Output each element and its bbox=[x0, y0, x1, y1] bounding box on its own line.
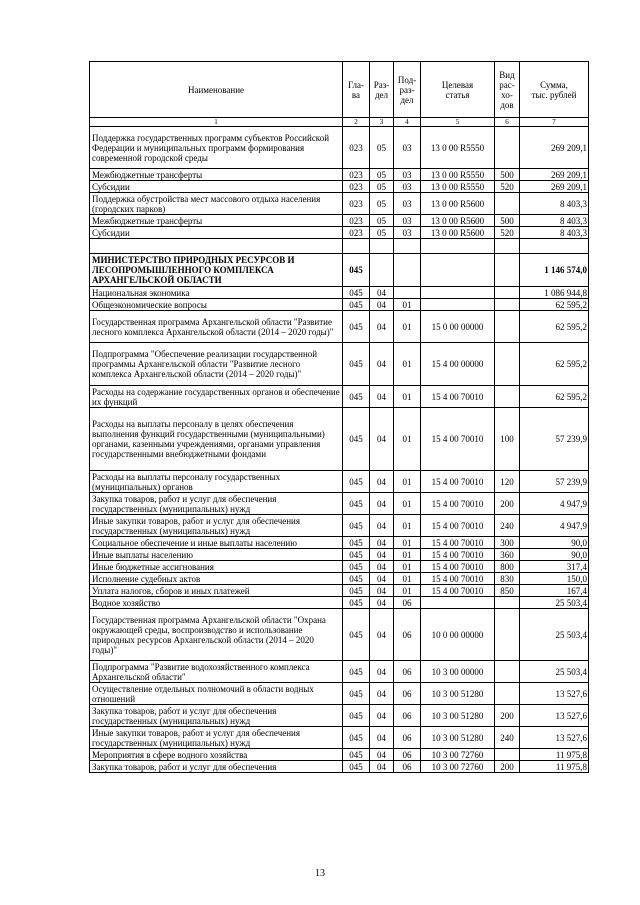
cell-t: 13 0 00 R5550 bbox=[421, 181, 495, 193]
cell-g: 045 bbox=[343, 705, 370, 727]
cell-g bbox=[343, 239, 370, 254]
cell-name: Национальная экономика bbox=[90, 287, 343, 299]
cell-name: Межбюджетные трансферты bbox=[90, 215, 343, 227]
cell-v bbox=[495, 386, 520, 408]
cell-t: 15 4 00 70010 bbox=[421, 515, 495, 537]
header-podrazdel: Под- раз- дел bbox=[394, 62, 421, 118]
cell-v: 200 bbox=[495, 493, 520, 515]
cell-name: МИНИСТЕРСТВО ПРИРОДНЫХ РЕСУРСОВ И ЛЕСОПРОМЫШЛЕННОГО КОМПЛЕКСА АРХАНГЕЛЬСКОЙ ОБЛАСТИ bbox=[90, 254, 343, 287]
cell-p: 01 bbox=[394, 343, 421, 386]
cell-p: 06 bbox=[394, 683, 421, 705]
cell-name: Закупка товаров, работ и услуг для обеспечения государственных (муниципальных) нужд bbox=[90, 493, 343, 515]
cell-r: 04 bbox=[370, 661, 394, 683]
cell-g: 045 bbox=[343, 561, 370, 573]
cell-name: Государственная программа Архангельской области "Развитие лесного комплекса Архангельской области (2014 – 2020 годы)" bbox=[90, 311, 343, 343]
cell-t: 15 4 00 70010 bbox=[421, 549, 495, 561]
col-number: 7 bbox=[520, 118, 589, 127]
cell-t bbox=[421, 299, 495, 311]
cell-r: 05 bbox=[370, 169, 394, 181]
cell-p: 06 bbox=[394, 749, 421, 761]
cell-r: 04 bbox=[370, 727, 394, 749]
table-row bbox=[90, 287, 589, 299]
cell-v bbox=[495, 749, 520, 761]
cell-s: 57 239,9 bbox=[520, 471, 589, 493]
cell-name: Поддержка государственных программ субъектов Российской Федерации и муниципальных программ формирования современной городской среды bbox=[90, 127, 343, 169]
table-row bbox=[90, 573, 589, 585]
cell-v: 520 bbox=[495, 227, 520, 239]
cell-s: 25 503,4 bbox=[520, 609, 589, 661]
cell-name: Иные выплаты населению bbox=[90, 549, 343, 561]
cell-t: 10 0 00 00000 bbox=[421, 609, 495, 661]
table-row bbox=[90, 471, 589, 493]
cell-r: 04 bbox=[370, 537, 394, 549]
cell-r: 04 bbox=[370, 761, 394, 773]
table-row bbox=[90, 705, 589, 727]
col-number: 3 bbox=[370, 118, 394, 127]
cell-r: 04 bbox=[370, 683, 394, 705]
cell-r: 04 bbox=[370, 311, 394, 343]
cell-r: 04 bbox=[370, 343, 394, 386]
cell-g: 045 bbox=[343, 287, 370, 299]
budget-document bbox=[89, 61, 588, 773]
spacer-row bbox=[90, 239, 589, 254]
cell-v: 800 bbox=[495, 561, 520, 573]
table-row bbox=[90, 181, 589, 193]
cell-v bbox=[495, 299, 520, 311]
cell-t bbox=[421, 239, 495, 254]
cell-g: 045 bbox=[343, 408, 370, 471]
cell-r: 04 bbox=[370, 597, 394, 609]
cell-p: 01 bbox=[394, 549, 421, 561]
table-row bbox=[90, 561, 589, 573]
cell-g: 045 bbox=[343, 683, 370, 705]
cell-p: 01 bbox=[394, 471, 421, 493]
col-number: 4 bbox=[394, 118, 421, 127]
cell-v bbox=[495, 683, 520, 705]
cell-g: 045 bbox=[343, 749, 370, 761]
table-row bbox=[90, 597, 589, 609]
cell-s: 90,0 bbox=[520, 537, 589, 549]
cell-s: 8 403,3 bbox=[520, 227, 589, 239]
cell-p bbox=[394, 239, 421, 254]
cell-s: 25 503,4 bbox=[520, 597, 589, 609]
cell-s: 269 209,1 bbox=[520, 169, 589, 181]
cell-v bbox=[495, 239, 520, 254]
cell-s: 1 086 944,8 bbox=[520, 287, 589, 299]
cell-t: 15 4 00 70010 bbox=[421, 585, 495, 597]
table-row bbox=[90, 169, 589, 181]
cell-s: 13 527,6 bbox=[520, 683, 589, 705]
cell-g: 045 bbox=[343, 299, 370, 311]
cell-r bbox=[370, 254, 394, 287]
table-body bbox=[90, 127, 589, 773]
cell-r: 04 bbox=[370, 573, 394, 585]
cell-s: 62 595,2 bbox=[520, 343, 589, 386]
cell-t: 10 3 00 51280 bbox=[421, 683, 495, 705]
cell-t: 10 3 00 51280 bbox=[421, 727, 495, 749]
cell-t: 10 3 00 72760 bbox=[421, 761, 495, 773]
cell-v: 240 bbox=[495, 515, 520, 537]
table-row bbox=[90, 549, 589, 561]
cell-p: 01 bbox=[394, 386, 421, 408]
cell-s: 11 975,8 bbox=[520, 749, 589, 761]
table-row bbox=[90, 127, 589, 169]
cell-p: 01 bbox=[394, 537, 421, 549]
header-razdel: Раз- дел bbox=[370, 62, 394, 118]
cell-t: 15 4 00 70010 bbox=[421, 537, 495, 549]
header-vid: Вид рас- хо- дов bbox=[495, 62, 520, 118]
cell-s: 62 595,2 bbox=[520, 386, 589, 408]
table-row bbox=[90, 537, 589, 549]
table-row bbox=[90, 609, 589, 661]
table-row bbox=[90, 683, 589, 705]
cell-p: 06 bbox=[394, 705, 421, 727]
cell-r: 04 bbox=[370, 471, 394, 493]
cell-v: 360 bbox=[495, 549, 520, 561]
cell-name: Расходы на содержание государственных органов и обеспечение их функций bbox=[90, 386, 343, 408]
cell-s: 150,0 bbox=[520, 573, 589, 585]
budget-table bbox=[89, 61, 589, 773]
cell-t: 10 3 00 00000 bbox=[421, 661, 495, 683]
cell-s: 62 595,2 bbox=[520, 299, 589, 311]
col-number: 2 bbox=[343, 118, 370, 127]
cell-g: 023 bbox=[343, 227, 370, 239]
cell-p bbox=[394, 254, 421, 287]
header-row bbox=[90, 62, 589, 118]
cell-r: 04 bbox=[370, 515, 394, 537]
col-number: 6 bbox=[495, 118, 520, 127]
cell-p: 01 bbox=[394, 573, 421, 585]
cell-name: Расходы на выплаты персоналу в целях обеспечения выполнения функций государственными (муниципальными) органами, казенными учреждениями, органами управления государственными внебюджетными фондами bbox=[90, 408, 343, 471]
cell-name: Водное хозяйство bbox=[90, 597, 343, 609]
table-row bbox=[90, 515, 589, 537]
cell-g: 045 bbox=[343, 597, 370, 609]
cell-name: Осуществление отдельных полномочий в области водных отношений bbox=[90, 683, 343, 705]
cell-s: 13 527,6 bbox=[520, 705, 589, 727]
cell-s: 8 403,3 bbox=[520, 193, 589, 215]
cell-t: 15 0 00 00000 bbox=[421, 311, 495, 343]
cell-r: 04 bbox=[370, 749, 394, 761]
cell-name: Закупка товаров, работ и услуг для обеспечения bbox=[90, 761, 343, 773]
cell-t: 15 4 00 70010 bbox=[421, 408, 495, 471]
cell-s: 317,4 bbox=[520, 561, 589, 573]
cell-g: 045 bbox=[343, 515, 370, 537]
cell-s: 269 209,1 bbox=[520, 127, 589, 169]
header-glava: Гла- ва bbox=[343, 62, 370, 118]
cell-g: 023 bbox=[343, 193, 370, 215]
cell-g: 023 bbox=[343, 181, 370, 193]
cell-g: 023 bbox=[343, 215, 370, 227]
cell-t: 10 3 00 51280 bbox=[421, 705, 495, 727]
table-row bbox=[90, 761, 589, 773]
cell-r: 04 bbox=[370, 299, 394, 311]
table-row bbox=[90, 215, 589, 227]
cell-g: 045 bbox=[343, 254, 370, 287]
cell-g: 045 bbox=[343, 573, 370, 585]
cell-r: 04 bbox=[370, 705, 394, 727]
cell-g: 045 bbox=[343, 386, 370, 408]
cell-v: 200 bbox=[495, 761, 520, 773]
cell-name: Государственная программа Архангельской области "Охрана окружающей среды, воспроизводство и использование природных ресурсов Архангельской области (2014 – 2020 годы)" bbox=[90, 609, 343, 661]
cell-s: 8 403,3 bbox=[520, 215, 589, 227]
cell-name: Поддержка обустройства мест массового отдыха населения (городских парков) bbox=[90, 193, 343, 215]
cell-v: 120 bbox=[495, 471, 520, 493]
cell-p: 01 bbox=[394, 311, 421, 343]
cell-v: 520 bbox=[495, 181, 520, 193]
cell-p: 01 bbox=[394, 299, 421, 311]
cell-v: 300 bbox=[495, 537, 520, 549]
cell-g: 045 bbox=[343, 537, 370, 549]
cell-p: 06 bbox=[394, 727, 421, 749]
cell-t bbox=[421, 287, 495, 299]
cell-t: 15 4 00 00000 bbox=[421, 343, 495, 386]
page-number: 13 bbox=[315, 868, 325, 879]
column-number-row bbox=[90, 118, 589, 127]
cell-p: 01 bbox=[394, 408, 421, 471]
table-row bbox=[90, 386, 589, 408]
cell-v bbox=[495, 254, 520, 287]
table-row bbox=[90, 254, 589, 287]
cell-name: Межбюджетные трансферты bbox=[90, 169, 343, 181]
cell-name: Мероприятия в сфере водного хозяйства bbox=[90, 749, 343, 761]
cell-r: 04 bbox=[370, 408, 394, 471]
cell-g: 045 bbox=[343, 311, 370, 343]
cell-v bbox=[495, 597, 520, 609]
cell-g: 045 bbox=[343, 761, 370, 773]
cell-p bbox=[394, 287, 421, 299]
cell-g: 045 bbox=[343, 549, 370, 561]
cell-name bbox=[90, 239, 343, 254]
table-row bbox=[90, 585, 589, 597]
cell-t: 13 0 00 R5550 bbox=[421, 127, 495, 169]
cell-s: 62 595,2 bbox=[520, 311, 589, 343]
cell-s: 269 209,1 bbox=[520, 181, 589, 193]
cell-g: 045 bbox=[343, 493, 370, 515]
cell-name: Расходы на выплаты персоналу государственных (муниципальных) органов bbox=[90, 471, 343, 493]
cell-r: 04 bbox=[370, 386, 394, 408]
table-row bbox=[90, 193, 589, 215]
cell-r: 05 bbox=[370, 227, 394, 239]
cell-s: 57 239,9 bbox=[520, 408, 589, 471]
cell-r: 05 bbox=[370, 181, 394, 193]
cell-v bbox=[495, 661, 520, 683]
cell-v bbox=[495, 343, 520, 386]
cell-name: Общеэкономические вопросы bbox=[90, 299, 343, 311]
cell-s: 4 947,9 bbox=[520, 515, 589, 537]
cell-t: 15 4 00 70010 bbox=[421, 471, 495, 493]
cell-name: Иные бюджетные ассигнования bbox=[90, 561, 343, 573]
table-row bbox=[90, 408, 589, 471]
cell-p: 06 bbox=[394, 661, 421, 683]
cell-v: 500 bbox=[495, 169, 520, 181]
cell-s: 11 975,8 bbox=[520, 761, 589, 773]
cell-g: 045 bbox=[343, 609, 370, 661]
cell-g: 023 bbox=[343, 127, 370, 169]
cell-p: 06 bbox=[394, 609, 421, 661]
cell-p: 06 bbox=[394, 597, 421, 609]
cell-t: 15 4 00 70010 bbox=[421, 386, 495, 408]
cell-p: 03 bbox=[394, 215, 421, 227]
cell-g: 045 bbox=[343, 661, 370, 683]
cell-s: 4 947,9 bbox=[520, 493, 589, 515]
cell-name: Подпрограмма "Развитие водохозяйственного комплекса Архангельской области" bbox=[90, 661, 343, 683]
cell-r: 05 bbox=[370, 127, 394, 169]
col-number: 5 bbox=[421, 118, 495, 127]
table-row bbox=[90, 311, 589, 343]
table-row bbox=[90, 343, 589, 386]
cell-g: 045 bbox=[343, 585, 370, 597]
cell-s: 90,0 bbox=[520, 549, 589, 561]
cell-t: 15 4 00 70010 bbox=[421, 493, 495, 515]
cell-r: 05 bbox=[370, 193, 394, 215]
cell-r: 04 bbox=[370, 609, 394, 661]
cell-p: 01 bbox=[394, 585, 421, 597]
cell-s: 167,4 bbox=[520, 585, 589, 597]
table-row bbox=[90, 227, 589, 239]
cell-v: 100 bbox=[495, 408, 520, 471]
cell-p: 03 bbox=[394, 169, 421, 181]
table-row bbox=[90, 727, 589, 749]
cell-r bbox=[370, 239, 394, 254]
header-name: Наименование bbox=[90, 62, 343, 118]
table-row bbox=[90, 661, 589, 683]
cell-name: Уплата налогов, сборов и иных платежей bbox=[90, 585, 343, 597]
cell-v bbox=[495, 609, 520, 661]
cell-p: 03 bbox=[394, 227, 421, 239]
cell-g: 023 bbox=[343, 169, 370, 181]
cell-p: 01 bbox=[394, 493, 421, 515]
cell-v bbox=[495, 127, 520, 169]
cell-p: 03 bbox=[394, 127, 421, 169]
cell-name: Исполнение судебных актов bbox=[90, 573, 343, 585]
cell-t: 15 4 00 70010 bbox=[421, 561, 495, 573]
cell-r: 04 bbox=[370, 549, 394, 561]
cell-p: 03 bbox=[394, 181, 421, 193]
cell-t: 13 0 00 R5600 bbox=[421, 193, 495, 215]
cell-r: 05 bbox=[370, 215, 394, 227]
cell-name: Субсидии bbox=[90, 181, 343, 193]
cell-s: 1 146 574,0 bbox=[520, 254, 589, 287]
cell-p: 03 bbox=[394, 193, 421, 215]
cell-v: 200 bbox=[495, 705, 520, 727]
cell-t bbox=[421, 254, 495, 287]
cell-r: 04 bbox=[370, 287, 394, 299]
cell-s: 25 503,4 bbox=[520, 661, 589, 683]
cell-name: Подпрограмма "Обеспечение реализации государственной программы Архангельской области "Развитие лесного комплекса Архангельской области (2014 – 2020 годы)" bbox=[90, 343, 343, 386]
cell-t bbox=[421, 597, 495, 609]
cell-g: 045 bbox=[343, 471, 370, 493]
cell-v: 830 bbox=[495, 573, 520, 585]
header-sum: Сумма, тыс. рублей bbox=[520, 62, 589, 118]
cell-v bbox=[495, 311, 520, 343]
cell-v: 850 bbox=[495, 585, 520, 597]
table-row bbox=[90, 493, 589, 515]
cell-v bbox=[495, 193, 520, 215]
cell-t: 13 0 00 R5600 bbox=[421, 215, 495, 227]
cell-t: 10 3 00 72760 bbox=[421, 749, 495, 761]
cell-r: 04 bbox=[370, 585, 394, 597]
cell-v: 240 bbox=[495, 727, 520, 749]
cell-s bbox=[520, 239, 589, 254]
cell-name: Закупка товаров, работ и услуг для обеспечения государственных (муниципальных) нужд bbox=[90, 705, 343, 727]
col-number: 1 bbox=[90, 118, 343, 127]
cell-p: 06 bbox=[394, 761, 421, 773]
header-target: Целевая статья bbox=[421, 62, 495, 118]
cell-r: 04 bbox=[370, 493, 394, 515]
cell-name: Иные закупки товаров, работ и услуг для обеспечения государственных (муниципальных) нужд bbox=[90, 727, 343, 749]
cell-name: Субсидии bbox=[90, 227, 343, 239]
cell-t: 13 0 00 R5550 bbox=[421, 169, 495, 181]
cell-p: 01 bbox=[394, 515, 421, 537]
cell-name: Иные закупки товаров, работ и услуг для обеспечения государственных (муниципальных) нужд bbox=[90, 515, 343, 537]
table-row bbox=[90, 749, 589, 761]
cell-name: Социальное обеспечение и иные выплаты населению bbox=[90, 537, 343, 549]
cell-p: 01 bbox=[394, 561, 421, 573]
cell-g: 045 bbox=[343, 343, 370, 386]
cell-t: 15 4 00 70010 bbox=[421, 573, 495, 585]
table-row bbox=[90, 299, 589, 311]
cell-v: 500 bbox=[495, 215, 520, 227]
cell-v bbox=[495, 287, 520, 299]
cell-r: 04 bbox=[370, 561, 394, 573]
cell-s: 13 527,6 bbox=[520, 727, 589, 749]
cell-g: 045 bbox=[343, 727, 370, 749]
cell-t: 13 0 00 R5600 bbox=[421, 227, 495, 239]
